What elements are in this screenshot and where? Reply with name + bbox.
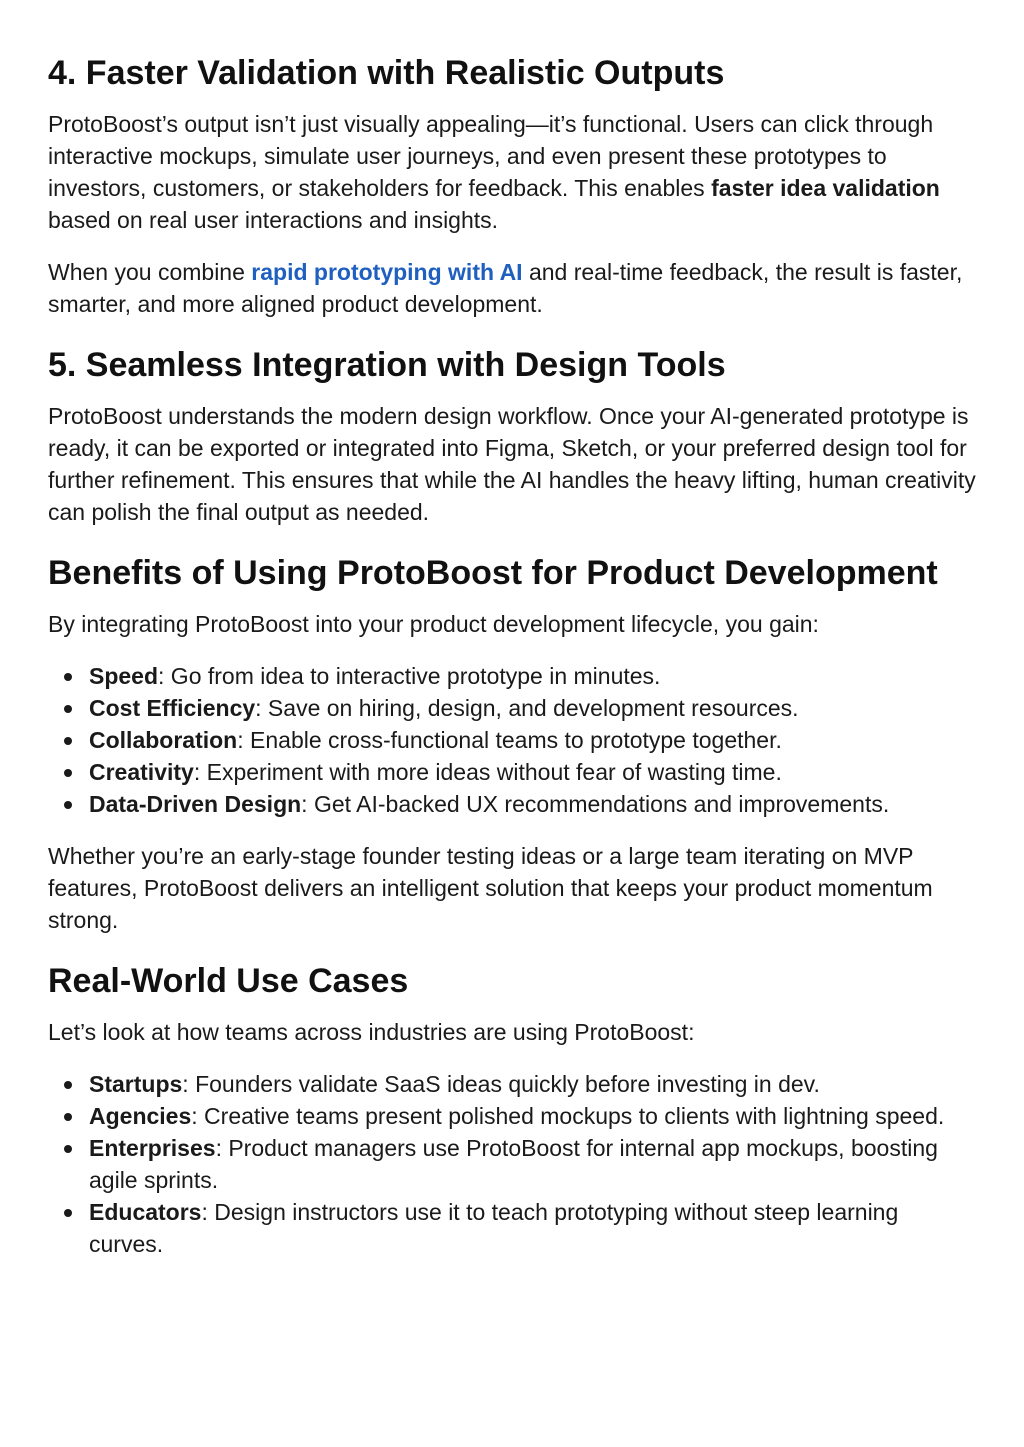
list-item-desc: : Product managers use ProtoBoost for internal app mockups, boosting agile sprints. [89,1135,938,1193]
bullet-icon [64,1209,72,1217]
list-item [89,692,976,724]
rapid-prototyping-link[interactable]: rapid prototyping with AI [251,259,523,285]
list-item-desc: : Experiment with more ideas without fear of wasting time. [193,759,782,785]
list-item [89,788,976,820]
paragraph-text: When you combine [48,259,252,285]
list-item-desc: : Get AI-backed UX recommendations and improvements. [301,791,890,817]
bullet-icon [64,1145,72,1153]
list-item-term: Enterprises [89,1135,216,1161]
list-item-term: Cost Efficiency [89,695,256,721]
faster-validation-paragraph [48,108,976,236]
benefits-outro: Whether you’re an early-stage founder testing ideas or a large team iterating on MVP features, ProtoBoost delivers an intelligent solution that keeps your product momentum strong. [48,843,933,933]
benefits-intro: By integrating ProtoBoost into your product development lifecycle, you gain: [48,611,819,637]
list-item-term: Collaboration [89,727,238,753]
bullet-icon [64,673,72,681]
list-item [89,660,976,692]
bullet-icon [64,737,72,745]
list-item-term: Data-Driven Design [89,791,302,817]
section-heading-faster-validation: 4. Faster Validation with Realistic Outputs [48,54,725,92]
list-item [89,1196,976,1260]
paragraph-text: based on real user interactions and insights. [48,207,499,233]
list-item-term: Creativity [89,759,194,785]
paragraph-text: ProtoBoost’s output isn’t just visually appealing—it’s functional. Users can click through interactive mockups, simulate user journeys, and even present these prototypes to investors, customers, or stakeholders for feedback. This enables [48,111,934,201]
list-item-term: Agencies [89,1103,192,1129]
list-item-desc: : Enable cross-functional teams to prototype together. [237,727,782,753]
list-item-desc: : Go from idea to interactive prototype in minutes. [158,663,661,689]
bullet-icon [64,801,72,809]
use-cases-list [48,1068,976,1260]
list-item [89,1132,976,1196]
bold-phrase: faster idea validation [711,175,940,201]
list-item [89,1100,976,1132]
list-item-term: Startups [89,1071,183,1097]
rapid-prototyping-paragraph [48,256,976,320]
list-item-desc: : Save on hiring, design, and development resources. [255,695,799,721]
list-item-term: Educators [89,1199,202,1225]
bullet-icon [64,705,72,713]
list-item [89,724,976,756]
benefits-list [48,660,976,820]
list-item-desc: : Creative teams present polished mockups to clients with lightning speed. [191,1103,945,1129]
list-item-desc: : Founders validate SaaS ideas quickly before investing in dev. [182,1071,820,1097]
list-item [89,1068,976,1100]
list-item-term: Speed [89,663,159,689]
list-item [89,756,976,788]
bullet-icon [64,769,72,777]
section-heading-design-tools: 5. Seamless Integration with Design Tools [48,346,726,384]
list-item-desc: : Design instructors use it to teach prototyping without steep learning curves. [89,1199,899,1257]
bullet-icon [64,1081,72,1089]
use-cases-intro: Let’s look at how teams across industries are using ProtoBoost: [48,1019,695,1045]
design-tools-paragraph: ProtoBoost understands the modern design workflow. Once your AI-generated prototype is ready, it can be exported or integrated into Figma, Sketch, or your preferred design tool for further refinement. This ensures that while the AI handles the heavy lifting, human creativity can polish the final output as needed. [48,403,976,525]
paragraph-text: and real-time feedback, the result is faster, smarter, and more aligned product development. [48,259,963,317]
section-heading-benefits: Benefits of Using ProtoBoost for Product Development [48,554,938,592]
bullet-icon [64,1113,72,1121]
section-heading-use-cases: Real-World Use Cases [48,962,409,1000]
